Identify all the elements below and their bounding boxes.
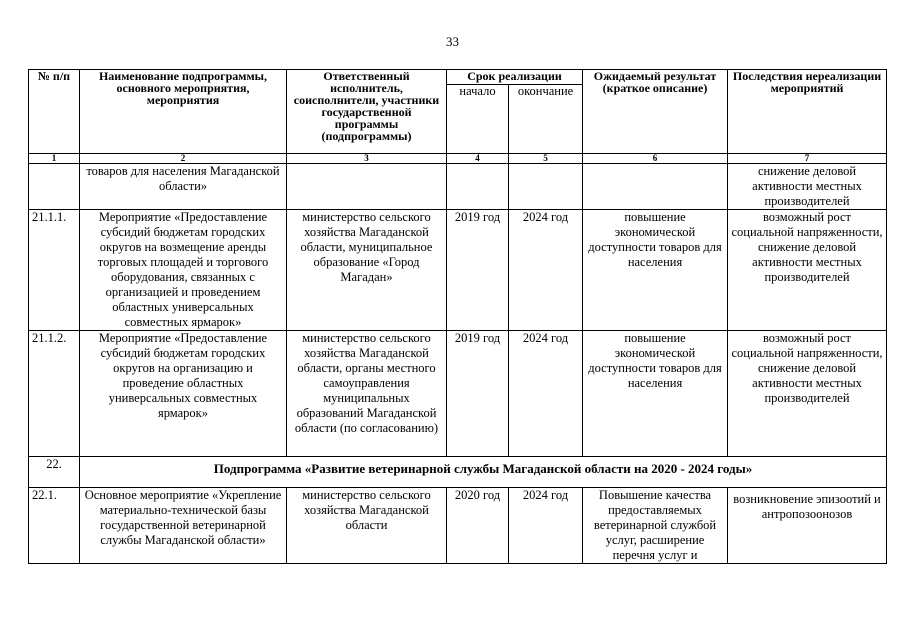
- header-name: Наименование подпрограммы, основного мероприятия, мероприятия: [80, 70, 287, 154]
- start-cell: 2019 год: [447, 331, 509, 457]
- num-cell: 22.: [29, 457, 80, 488]
- consequences-cell: возникновение эпизоотий и антропозоонозов: [728, 488, 887, 564]
- num-cell: 22.1.: [29, 488, 80, 564]
- name-cell: Мероприятие «Предоставление субсидий бюджетам городских округов на возмещение аренды торговых площадей и торгового оборудования, связанных с организацией и проведением областных универсальных совместных ярмарок»: [80, 210, 287, 331]
- table-row: [29, 164, 887, 210]
- page-number: 33: [446, 34, 459, 49]
- measures-table: [28, 69, 887, 564]
- name-cell: Основное мероприятие «Укрепление материально-технической базы государственной ветеринарной службы Магаданской области»: [80, 488, 287, 564]
- num-cell: 21.1.1.: [29, 210, 80, 331]
- end-cell: 2024 год: [509, 331, 583, 457]
- column-number-row: [29, 154, 887, 164]
- column-number: 3: [287, 154, 447, 164]
- column-number: 1: [29, 154, 80, 164]
- start-cell: 2020 год: [447, 488, 509, 564]
- name-cell: Мероприятие «Предоставление субсидий бюджетам городских округов на организацию и проведение областных универсальных совместных ярмарок»: [80, 331, 287, 457]
- responsible-cell: министерство сельского хозяйства Магаданской области, муниципальное образование «Город Магадан»: [287, 210, 447, 331]
- header-consequences: Последствия нереализации мероприятий: [728, 70, 887, 154]
- table-row: [29, 210, 887, 331]
- result-cell: повышение экономической доступности товаров для населения: [583, 331, 728, 457]
- header-num: № п/п: [29, 70, 80, 154]
- consequences-cell: возможный рост социальной напряженности, снижение деловой активности местных производителей: [728, 210, 887, 331]
- start-cell: 2019 год: [447, 210, 509, 331]
- consequences-cell: снижение деловой активности местных производителей: [728, 164, 887, 210]
- header-start: начало: [447, 85, 509, 154]
- header-end: окончание: [509, 85, 583, 154]
- consequences-cell: возможный рост социальной напряженности, снижение деловой активности местных производителей: [728, 331, 887, 457]
- responsible-cell: министерство сельского хозяйства Магаданской области: [287, 488, 447, 564]
- subprogram-title: Подпрограмма «Развитие ветеринарной службы Магаданской области на 2020 - 2024 годы»: [80, 457, 887, 488]
- responsible-cell: министерство сельского хозяйства Магаданской области, органы местного самоуправления муниципальных образований Магаданской области (по согласованию): [287, 331, 447, 457]
- column-number: 4: [447, 154, 509, 164]
- result-cell: повышение экономической доступности товаров для населения: [583, 210, 728, 331]
- header-result: Ожидаемый результат (краткое описание): [583, 70, 728, 154]
- header-responsible: Ответственный исполнитель, соисполнители, участники государственной программы (подпрограммы): [287, 70, 447, 154]
- name-cell: товаров для населения Магаданской области»: [80, 164, 287, 210]
- column-number: 6: [583, 154, 728, 164]
- table-row: [29, 331, 887, 457]
- end-cell: 2024 год: [509, 210, 583, 331]
- num-cell: 21.1.2.: [29, 331, 80, 457]
- end-cell: 2024 год: [509, 488, 583, 564]
- column-number: 5: [509, 154, 583, 164]
- header-row: [29, 70, 887, 85]
- result-cell: Повышение качества предоставляемых ветеринарной службой услуг, расширение перечня услуг и: [583, 488, 728, 564]
- header-period: Срок реализации: [447, 70, 583, 85]
- column-number: 2: [80, 154, 287, 164]
- subprogram-row: [29, 457, 887, 488]
- table-row: [29, 488, 887, 564]
- column-number: 7: [728, 154, 887, 164]
